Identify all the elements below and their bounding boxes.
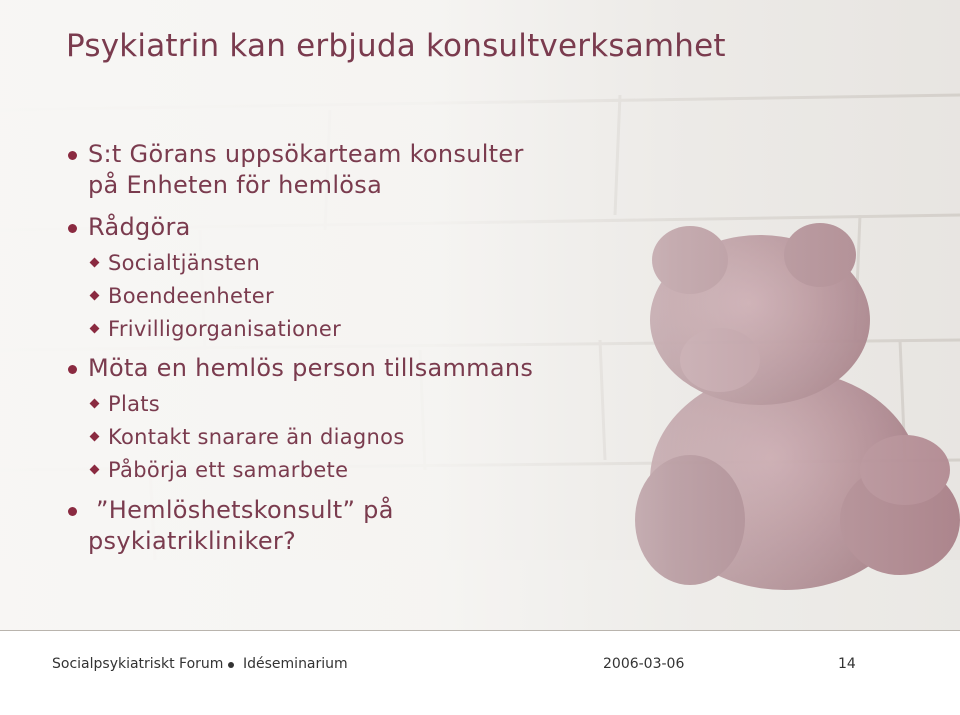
bullet-text-line: S:t Görans uppsökarteam konsulter xyxy=(88,140,524,168)
bullet-item xyxy=(88,495,394,557)
footer-date: 2006-03-06 xyxy=(603,656,685,672)
bullet-dot-icon xyxy=(68,365,77,374)
footer-separator-dot-icon xyxy=(228,662,234,668)
footer-event: Idéseminarium xyxy=(243,656,348,672)
sub-bullet-text: Kontakt snarare än diagnos xyxy=(108,425,405,449)
sub-bullet-text: Påbörja ett samarbete xyxy=(108,458,349,482)
slide-title: Psykiatrin kan erbjuda konsultverksamhet xyxy=(66,28,726,64)
sub-bullet-text: Frivilligorganisationer xyxy=(108,317,342,341)
sub-bullet-item xyxy=(108,249,260,277)
bullet-item xyxy=(88,139,524,201)
sub-bullet-item xyxy=(108,282,274,310)
sub-bullet-item xyxy=(108,456,348,484)
bullet-item xyxy=(88,212,191,243)
bullet-text-line: på Enheten för hemlösa xyxy=(88,171,383,199)
bullet-item xyxy=(88,353,533,384)
sub-bullet-text: Boendeenheter xyxy=(108,284,274,308)
sub-bullet-item xyxy=(108,423,405,451)
bullet-text-line: psykiatrikliniker? xyxy=(88,527,297,555)
sub-bullet-item xyxy=(108,390,160,418)
bullet-text: Möta en hemlös person tillsammans xyxy=(88,354,534,382)
bullet-dot-icon xyxy=(68,151,77,160)
footer xyxy=(0,631,960,715)
bullet-text-line: ”Hemlöshetskonsult” på xyxy=(96,496,394,524)
bullet-text: Rådgöra xyxy=(88,213,191,241)
sub-bullet-item xyxy=(108,315,341,343)
bullet-dot-icon xyxy=(68,224,77,233)
sub-bullet-text: Plats xyxy=(108,392,161,416)
sub-bullet-text: Socialtjänsten xyxy=(108,251,261,275)
page-number: 14 xyxy=(838,656,856,672)
bullet-dot-icon xyxy=(68,507,77,516)
footer-organization: Socialpsykiatriskt Forum xyxy=(52,656,224,672)
